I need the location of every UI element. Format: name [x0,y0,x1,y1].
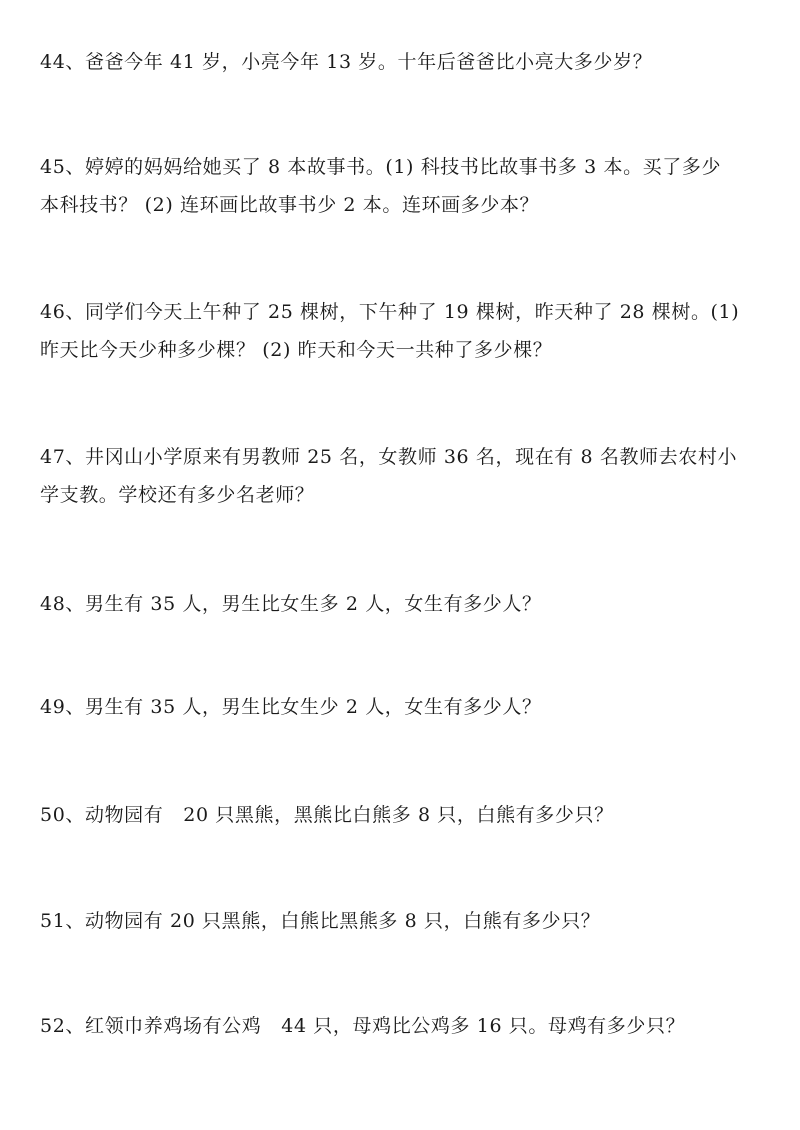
problem-48 [40,585,775,623]
problem-45 [40,148,775,224]
problem-44 [40,43,775,81]
problem-text-line: 44、爸爸今年 41 岁，小亮今年 13 岁。十年后爸爸比小亮大多少岁？ [40,51,653,73]
problem-text-line: 52、红领巾养鸡场有公鸡 44 只，母鸡比公鸡多 16 只。母鸡有多少只？ [40,1015,686,1037]
problem-text-line: 昨天比今天少种多少棵？ (2) 昨天和今天一共种了多少棵？ [40,339,553,361]
problem-46 [40,293,775,369]
problem-text-line: 48、男生有 35 人，男生比女生多 2 人，女生有多少人？ [40,593,542,615]
problem-51 [40,902,775,940]
problem-text-line: 46、同学们今天上午种了 25 棵树，下午种了 19 棵树，昨天种了 28 棵树。(1) [40,301,740,323]
problem-text-line: 学支教。学校还有多少名老师？ [40,484,315,506]
problem-text-line: 51、动物园有 20 只黑熊，白熊比黑熊多 8 只，白熊有多少只？ [40,910,601,932]
problem-text-line: 47、井冈山小学原来有男教师 25 名，女教师 36 名，现在有 8 名教师去农村小 [40,446,738,468]
problem-50 [40,796,775,834]
problem-47 [40,438,775,514]
problem-text-line: 本科技书？ (2) 连环画比故事书少 2 本。连环画多少本？ [40,194,540,216]
problem-52 [40,1007,775,1045]
problem-text-line: 50、动物园有 20 只黑熊，黑熊比白熊多 8 只，白熊有多少只？ [40,804,614,826]
problem-text-line: 45、婷婷的妈妈给她买了 8 本故事书。(1) 科技书比故事书多 3 本。买了多少 [40,156,722,178]
problem-49 [40,688,775,726]
problem-text-line: 49、男生有 35 人，男生比女生少 2 人，女生有多少人？ [40,696,542,718]
